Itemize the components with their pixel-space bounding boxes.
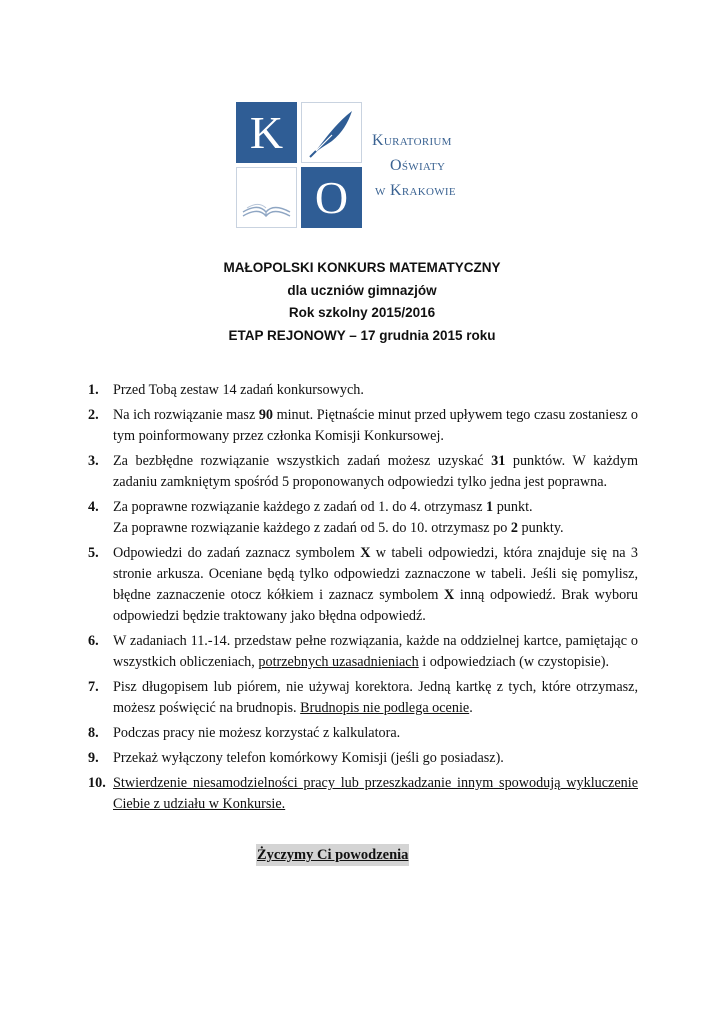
list-item [88,543,638,627]
logo-line-2: Oświaty [390,157,446,174]
rule-text: Pisz długopisem lub piórem, nie używaj korektora. Jedną kartkę z tych, które otrzymasz, możesz poświęcić na brudnopis. [113,679,638,716]
rule-value: X [444,587,455,603]
list-item [88,497,638,539]
quill-icon [302,103,361,162]
book-icon [237,168,296,227]
rule-value: 2 [510,520,518,536]
logo-line-3: w Krakowie [375,182,456,199]
rule-text: Na ich rozwiązanie masz [113,407,259,423]
rule-text: Odpowiedzi do zadań zaznacz symbolem [113,545,361,561]
contest-header [0,257,724,347]
rule-value: 31 [491,453,506,469]
kuratorium-logo [236,102,496,228]
list-item [88,677,638,719]
contest-title: MAŁOPOLSKI KONKURS MATEMATYCZNY [223,260,501,275]
contest-stage: ETAP REJONOWY – 17 grudnia 2015 roku [228,327,496,343]
list-item [88,631,638,673]
logo-tile-quill [301,102,362,163]
list-item [88,748,638,769]
rule-number: 4. [88,499,99,515]
rule-number: 7. [88,679,99,695]
rule-text: Przekaż wyłączony telefon komórkowy Komisji (jeśli go posiadasz). [113,750,504,766]
rule-text: inną odpowiedź. Brak wyboru odpowiedzi będzie traktowany jako błędna odpowiedź. [113,587,638,624]
rule-text: punktów. W każdym zadaniu zamkniętym spośród 5 proponowanych odpowiedzi tylko jedna jest poprawna. [113,453,638,490]
rule-number: 3. [88,453,99,469]
rule-number: 9. [88,750,99,766]
list-item [88,773,638,815]
rule-number: 1. [88,382,99,398]
rule-number: 6. [88,633,99,649]
logo-text [372,128,496,203]
rule-text: i odpowiedziach (w czystopisie). [418,654,609,670]
rule-text: punkt. [493,499,533,515]
rule-value: 90 [258,407,273,423]
rule-text: Za poprawne rozwiązanie każdego z zadań od 1. do 4. otrzymasz [113,499,487,515]
closing-wish: Życzymy Ci powodzenia [256,844,409,866]
rule-value: X [360,545,371,561]
contest-audience: dla uczniów gimnazjów [287,282,437,298]
rule-number: 8. [88,725,99,741]
rule-text: Przed Tobą zestaw 14 zadań konkursowych. [113,382,364,398]
logo-letter-k: K [249,107,284,158]
rule-text: . [469,700,473,716]
list-item [88,723,638,744]
rule-text: Za poprawne rozwiązanie każdego z zadań od 5. do 10. otrzymasz po [113,520,511,536]
rule-underlined: potrzebnych uzasadnieniach [258,654,419,670]
list-item [88,451,638,493]
rule-text: w tabeli odpowiedzi, która znajduje się na 3 stronie arkusza. Oceniane będą tylko odpowiedzi zaznaczone w tabeli. Jeśli się pomylisz, błędne zaznaczenie otocz kółkiem i zaznacz symbolem [113,545,638,603]
logo-tile-book [236,167,297,228]
list-item [88,405,638,447]
rule-underlined: Stwierdzenie niesamodzielności pracy lub przeszkadzanie innym spowodują wykluczenie Ciebie z udziału w Konkursie. [113,775,638,812]
rule-number: 5. [88,545,99,561]
logo-letter-o: O [314,172,349,223]
rule-underlined: Brudnopis nie podlega ocenie [300,700,470,716]
rule-text: Za bezbłędne rozwiązanie wszystkich zadań możesz uzyskać [113,453,492,469]
rules-list [88,380,638,819]
list-item [88,380,638,401]
rule-text: W zadaniach 11.-14. przedstaw pełne rozwiązania, każde na oddzielnej kartce, pamiętając o wszystkich obliczeniach, [113,633,638,670]
rule-text: Podczas pracy nie możesz korzystać z kalkulatora. [113,725,401,741]
logo-tile-k [236,102,297,163]
logo-tile-o [301,167,362,228]
logo-line-1: Kuratorium [372,132,452,149]
rule-number: 10. [88,775,106,791]
school-year: Rok szkolny 2015/2016 [288,305,436,320]
rule-value: 1 [486,499,494,515]
rule-text: minut. Piętnaście minut przed upływem tego czasu zostaniesz o tym poinformowany przez członka Komisji Konkursowej. [113,407,638,444]
rule-text: punkty. [517,520,564,536]
rule-number: 2. [88,407,99,423]
